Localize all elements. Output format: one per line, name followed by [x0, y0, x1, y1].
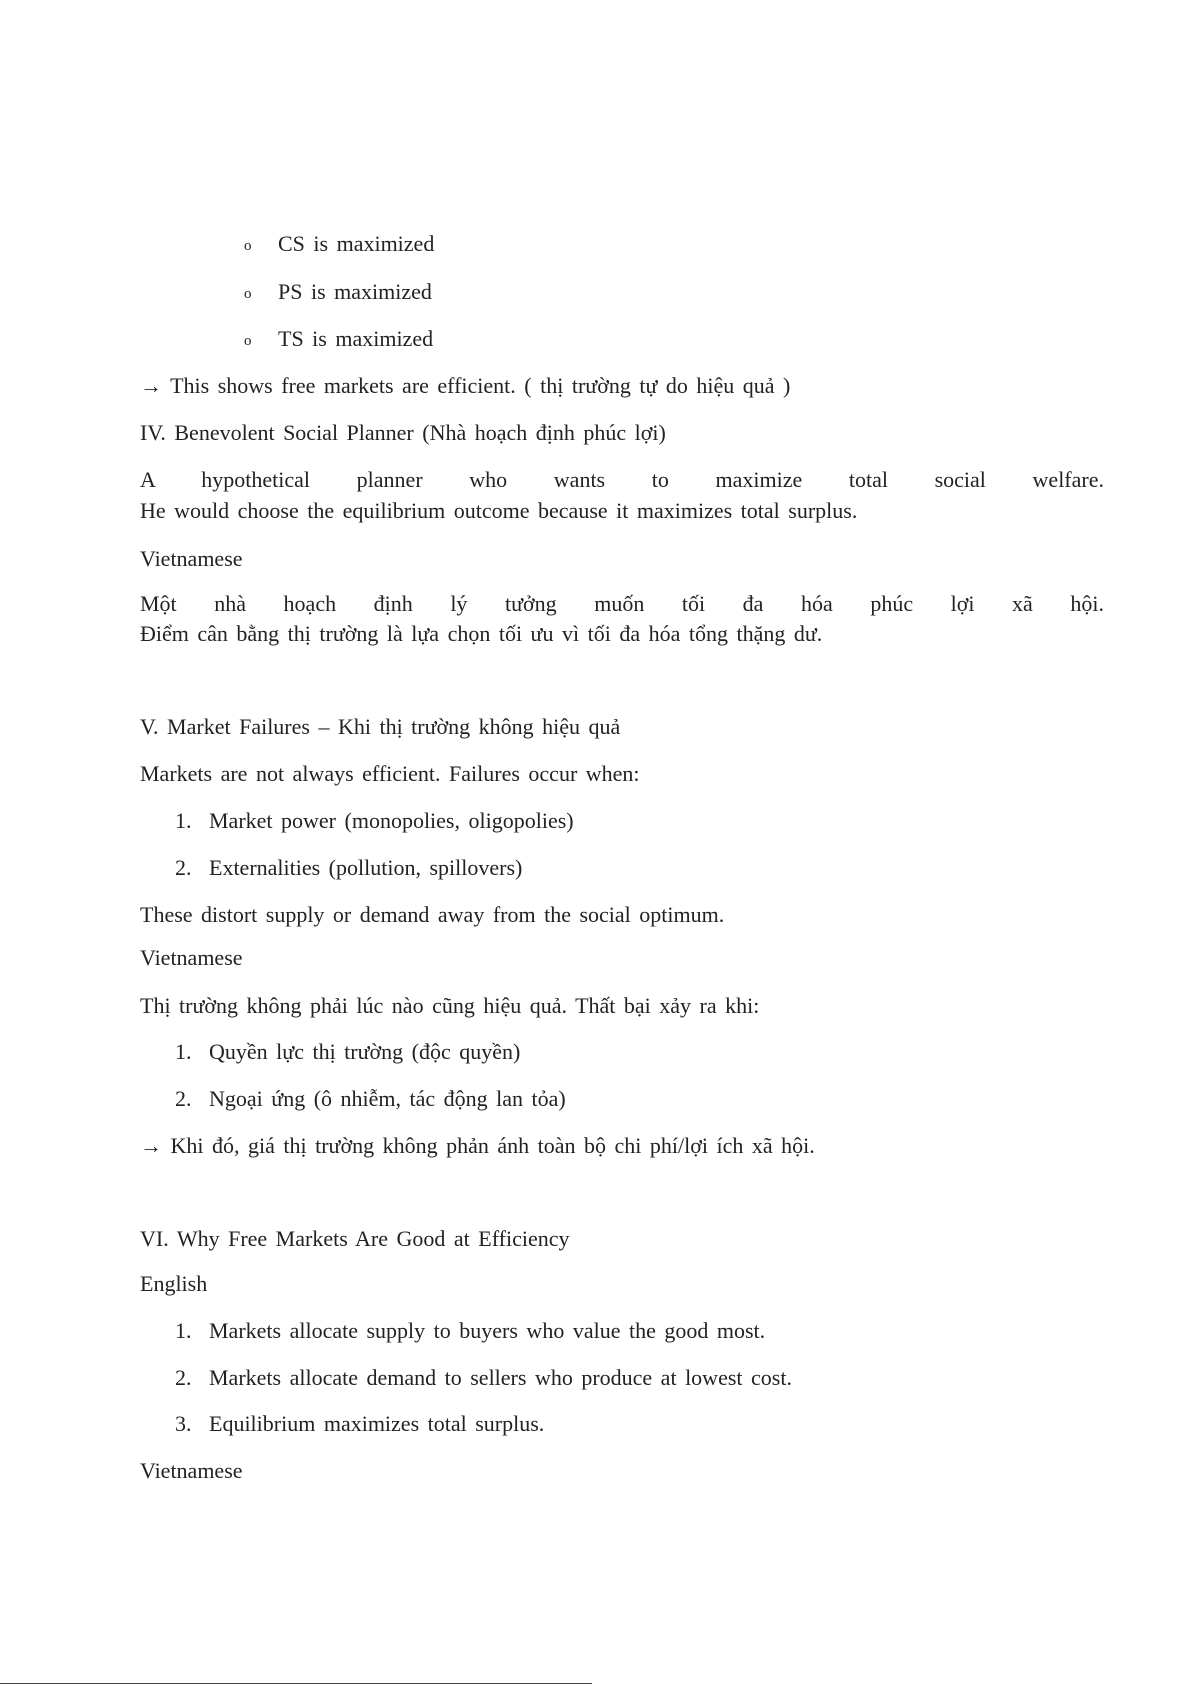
list-item — [175, 1364, 792, 1392]
list-number: 1. — [175, 808, 192, 833]
section-vi-heading: VI. Why Free Markets Are Good at Efficiency — [140, 1226, 570, 1251]
bullet-marker: o — [244, 286, 252, 302]
list-number: 3. — [175, 1411, 192, 1436]
list-item — [175, 1410, 544, 1438]
list-text: Externalities (pollution, spillovers) — [209, 855, 523, 880]
section-iv-vn-line2: Điểm cân bằng thị trường là lựa chọn tối ưu vì tối đa hóa tổng thặng dư. — [140, 621, 823, 646]
bullet-ts: TS is maximized — [278, 326, 434, 351]
list-number: 1. — [175, 1318, 192, 1343]
section-iv-en-line2: He would choose the equilibrium outcome because it maximizes total surplus. — [140, 498, 858, 523]
list-item — [175, 1038, 520, 1066]
section-iv-en-line1: A hypothetical planner who wants to maximize total social welfare. — [140, 467, 1104, 492]
list-text: Ngoại ứng (ô nhiễm, tác động lan tỏa) — [209, 1086, 566, 1111]
list-number: 2. — [175, 855, 192, 880]
list-item — [175, 807, 574, 835]
efficiency-note: → This shows free markets are efficient. ( thị trường tự do hiệu quả ) — [140, 373, 791, 398]
section-vi-en-label: English — [140, 1271, 208, 1296]
list-number: 2. — [175, 1365, 192, 1390]
section-v-heading: V. Market Failures – Khi thị trường không hiệu quả — [140, 714, 621, 739]
section-v-vn-intro: Thị trường không phải lúc nào cũng hiệu quả. Thất bại xảy ra khi: — [140, 993, 760, 1018]
list-text: Equilibrium maximizes total surplus. — [209, 1411, 545, 1436]
list-text: Markets allocate demand to sellers who produce at lowest cost. — [209, 1365, 792, 1390]
list-item — [175, 1317, 765, 1345]
section-v-conclusion: These distort supply or demand away from the social optimum. — [140, 902, 725, 927]
list-number: 1. — [175, 1039, 192, 1064]
bullet-cs: CS is maximized — [278, 231, 435, 256]
list-item — [175, 854, 522, 882]
section-iv-heading: IV. Benevolent Social Planner (Nhà hoạch định phúc lợi) — [140, 420, 666, 445]
section-iv-vn-line1: Một nhà hoạch định lý tưởng muốn tối đa hóa phúc lợi xã hội. — [140, 591, 1104, 616]
bullet-marker: o — [244, 333, 252, 349]
list-number: 2. — [175, 1086, 192, 1111]
list-text: Quyền lực thị trường (độc quyền) — [209, 1039, 521, 1064]
section-v-vn-conclusion: → Khi đó, giá thị trường không phản ánh toàn bộ chi phí/lợi ích xã hội. — [140, 1133, 815, 1158]
section-vi-vn-label: Vietnamese — [140, 1458, 243, 1483]
list-item — [175, 1085, 566, 1113]
section-iv-vn-label: Vietnamese — [140, 546, 243, 571]
footnote-separator — [0, 1683, 592, 1684]
bullet-marker: o — [244, 238, 252, 254]
section-v-vn-label: Vietnamese — [140, 945, 243, 970]
list-text: Markets allocate supply to buyers who value the good most. — [209, 1318, 766, 1343]
bullet-ps: PS is maximized — [278, 279, 432, 304]
list-text: Market power (monopolies, oligopolies) — [209, 808, 574, 833]
section-v-intro: Markets are not always efficient. Failures occur when: — [140, 761, 640, 786]
